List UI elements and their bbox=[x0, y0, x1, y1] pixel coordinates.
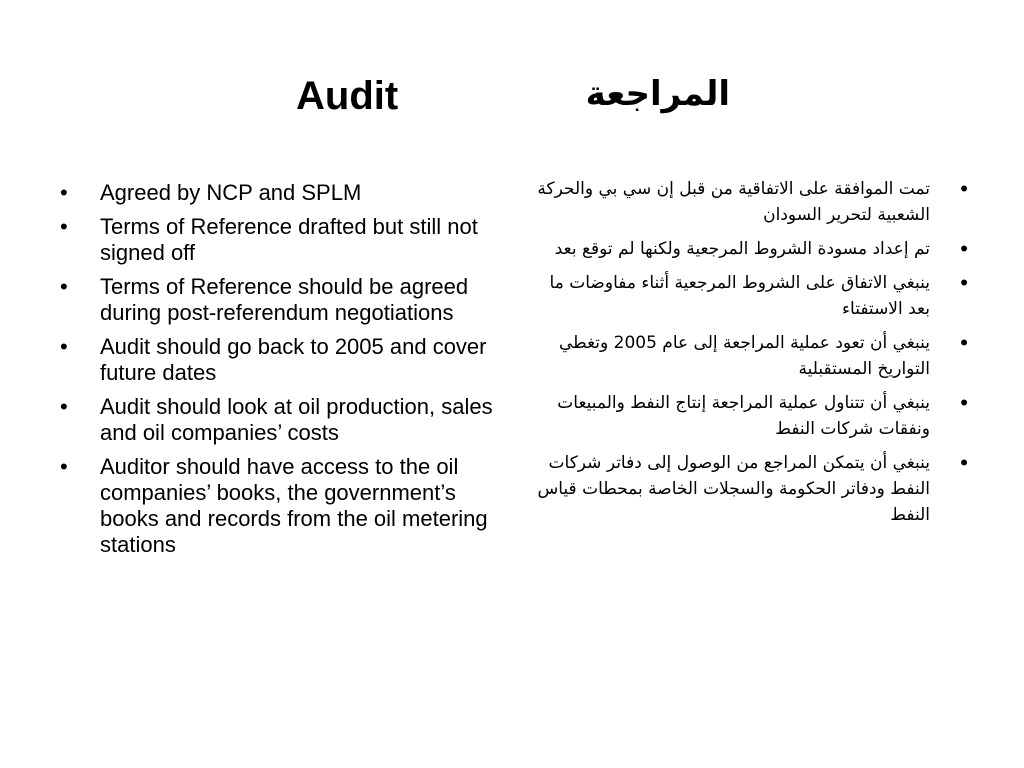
bullet-item-en: • Terms of Reference drafted but still not signed off bbox=[58, 214, 498, 266]
bullet-item-ar: • ينبغي أن تعود عملية المراجعة إلى عام 2005 وتغطي التواريخ المستقبلية bbox=[520, 330, 972, 382]
bullet-item-ar: • تم إعداد مسودة الشروط المرجعية ولكنها لم توقع بعد bbox=[520, 236, 972, 262]
bullet-item-en: • Agreed by NCP and SPLM bbox=[58, 180, 498, 206]
bullet-item-ar: • ينبغي أن يتمكن المراجع من الوصول إلى دفاتر شركات النفط ودفاتر الحكومة والسجلات الخاصة بمحطات قياس النفط bbox=[520, 450, 972, 528]
bullet-list-english bbox=[58, 180, 498, 566]
title-english: Audit bbox=[296, 74, 399, 118]
bullet-item-en: • Terms of Reference should be agreed during post-referendum negotiations bbox=[58, 274, 498, 326]
title-arabic: المراجعة bbox=[585, 74, 730, 114]
bullet-item-en: • Audit should look at oil production, sales and oil companies’ costs bbox=[58, 394, 498, 446]
bullet-list-arabic bbox=[520, 176, 972, 536]
bullet-item-en: • Audit should go back to 2005 and cover future dates bbox=[58, 334, 498, 386]
bullet-item-ar: • تمت الموافقة على الاتفاقية من قبل إن سي بي والحركة الشعبية لتحرير السودان bbox=[520, 176, 972, 228]
bullet-item-ar: • ينبغي الاتفاق على الشروط المرجعية أثناء مفاوضات ما بعد الاستفتاء bbox=[520, 270, 972, 322]
bullet-item-ar: • ينبغي أن تتناول عملية المراجعة إنتاج النفط والمبيعات ونفقات شركات النفط bbox=[520, 390, 972, 442]
bullet-item-en: • Auditor should have access to the oil companies’ books, the government’s books and records from the oil metering stations bbox=[58, 454, 498, 558]
